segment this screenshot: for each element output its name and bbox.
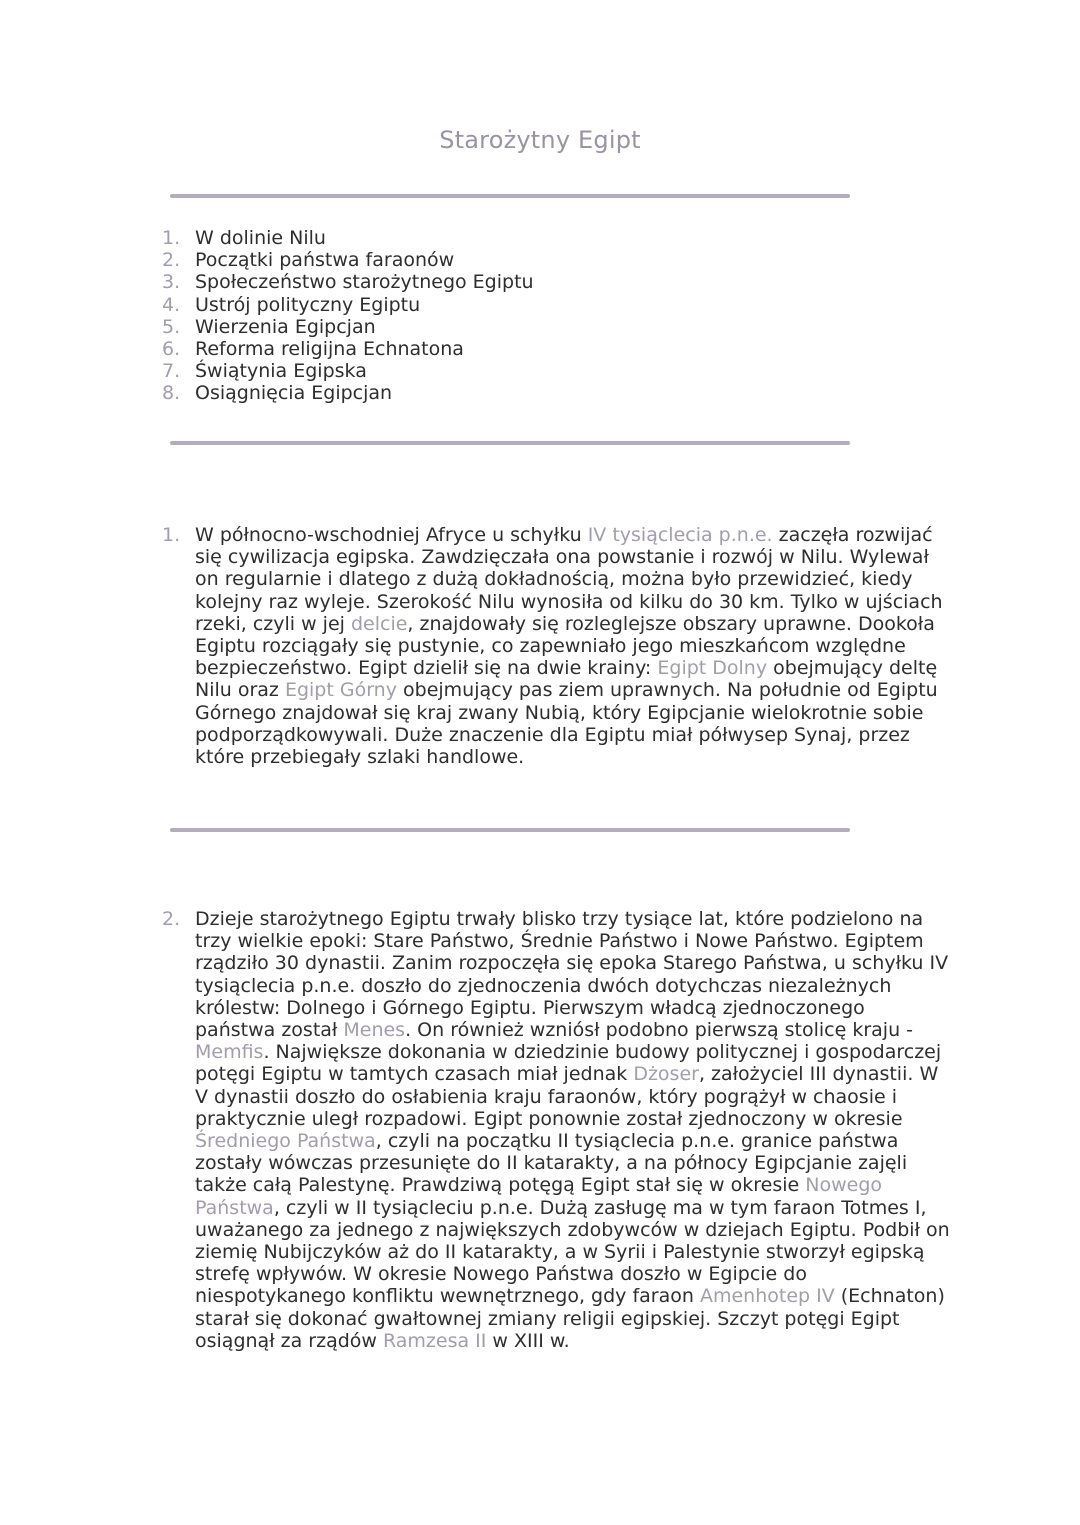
toc-label: Ustrój polityczny Egiptu xyxy=(195,293,421,316)
toc-number: 4. xyxy=(162,293,181,316)
toc-number: 8. xyxy=(162,382,181,405)
highlighted-term: delcie xyxy=(350,612,408,635)
section-2 xyxy=(162,908,962,1352)
text-run: w XIII w. xyxy=(486,1329,570,1352)
toc-label: Osiągnięcia Egipcjan xyxy=(195,382,393,405)
text-run: obejmujący deltę Nilu oraz xyxy=(195,657,938,702)
table-of-contents xyxy=(162,227,534,405)
section-2-paragraph xyxy=(195,908,950,1352)
toc-label: Reforma religijna Echnatona xyxy=(195,338,464,361)
text-run: (Echnaton) starał się dokonać gwałtownej zmiany religii egipskiej. Szczyt potęgi Egipt osiągnął za rządów xyxy=(195,1285,945,1352)
toc-label: Początki państwa faraonów xyxy=(195,249,455,272)
text-run: , założyciel III dynastii. W V dynastii doszło do osłabienia kraju faraonów, który pogrążył w chaosie i praktycznie uległ rozpadowi. Egipt ponownie został zjednoczony w okresie xyxy=(195,1063,939,1130)
section-number: 1. xyxy=(162,524,181,546)
toc-number: 5. xyxy=(162,315,181,338)
text-run: , czyli w II tysiącleciu p.n.e. Dużą zasługę ma w tym faraon Totmes I, uważanego za jednego z największych zdobywców w dziejach Egiptu. Podbił on ziemię Nubijczyków aż do II katarakty, a w Syrii i Palestynie stworzył egipską strefę wpływów. W okresie Nowego Państwa doszło w Egipcie do niespotykanego konfliktu wewnętrznego, gdy faraon xyxy=(195,1196,950,1308)
text-run: zaczęła rozwijać się cywilizacja egipska. Zawdzięczała ona powstanie i rozwój w Nilu. Wylewał on regularnie i dlatego z dużą dokładnością, można było przewidzieć, kiedy kolejny raz wyleje. Szerokość Nilu wynosiła od kilku do 30 km. Tylko w ujściach rzeki, czyli w jej xyxy=(195,524,943,635)
text-run: W północno-wschodniej Afryce u schyłku xyxy=(195,524,588,546)
toc-item xyxy=(162,249,534,271)
toc-number: 6. xyxy=(162,338,181,361)
toc-label: Społeczeństwo starożytnego Egiptu xyxy=(195,271,534,294)
highlighted-term: Nowego Państwa xyxy=(195,1174,883,1219)
text-run: . On również wzniósł podobno pierwszą stolicę kraju - xyxy=(405,1019,914,1042)
toc-number: 7. xyxy=(162,360,181,383)
highlighted-term: Średniego Państwa xyxy=(195,1130,376,1153)
toc-item xyxy=(162,271,534,293)
section-1-paragraph xyxy=(195,524,950,768)
toc-item xyxy=(162,382,534,404)
highlighted-term: Ramzesa II xyxy=(382,1329,487,1352)
highlighted-term: IV tysiąclecia p.n.e. xyxy=(587,524,773,546)
toc-item xyxy=(162,227,534,249)
toc-number: 1. xyxy=(162,227,181,249)
toc-label: Wierzenia Egipcjan xyxy=(195,315,376,338)
text-run: obejmujący pas ziem uprawnych. Na południe od Egiptu Górnego znajdował się kraj zwany Nubią, który Egipcjanie wielokrotnie sobie podporządkowywali. Duże znaczenie dla Egiptu miał półwysep Synaj, przez które przebiegały szlaki handlowe. xyxy=(195,679,938,769)
divider-toc-bottom xyxy=(170,441,850,445)
highlighted-term: Memfis xyxy=(195,1041,264,1064)
highlighted-term: Menes xyxy=(343,1019,406,1042)
highlighted-term: Egipt Dolny xyxy=(657,657,768,680)
text-run: , czyli na początku II tysiąclecia p.n.e. granice państwa zostały wówczas przesunięte do II katarakty, a na północy Egipcjanie zajęli także całą Palestynę. Prawdziwą potęgą Egipt stał się w okresie xyxy=(195,1130,908,1197)
toc-number: 3. xyxy=(162,271,181,294)
toc-item xyxy=(162,294,534,316)
divider-top xyxy=(170,194,850,198)
toc-label: Świątynia Egipska xyxy=(195,360,367,383)
section-1 xyxy=(162,524,962,768)
highlighted-term: Dżoser xyxy=(633,1063,699,1086)
toc-item xyxy=(162,338,534,360)
highlighted-term: Amenhotep IV xyxy=(699,1285,835,1308)
toc-item xyxy=(162,316,534,338)
toc-item xyxy=(162,360,534,382)
highlighted-term: Egipt Górny xyxy=(284,679,397,702)
text-run: , znajdowały się rozleglejsze obszary uprawne. Dookoła Egiptu rozciągały się pustynie, co zapewniało jego mieszkańcom względne bezpieczeństwo. Egipt dzielił się na dwie krainy: xyxy=(195,612,935,680)
toc-number: 2. xyxy=(162,249,181,272)
divider-section-1 xyxy=(170,828,850,832)
text-run: . Największe dokonania w dziedzinie budowy politycznej i gospodarczej potęgi Egiptu w tamtych czasach miał jednak xyxy=(195,1041,942,1086)
text-run: Dzieje starożytnego Egiptu trwały blisko trzy tysiące lat, które podzielono na trzy wielkie epoki: Stare Państwo, Średnie Państwo i Nowe Państwo. Egiptem rządziło 30 dynastii. Zanim rozpoczęła się epoka Starego Państwa, u schyłku IV tysiąclecia p.n.e. doszło do zjednoczenia dwóch dotychczas niezależnych królestw: Dolnego i Górnego Egiptu. Pierwszym władcą zjednoczonego państwa został xyxy=(195,908,949,1042)
section-number: 2. xyxy=(162,908,181,930)
page-title: Starożytny Egipt xyxy=(439,126,641,154)
toc-label: W dolinie Nilu xyxy=(195,227,326,249)
